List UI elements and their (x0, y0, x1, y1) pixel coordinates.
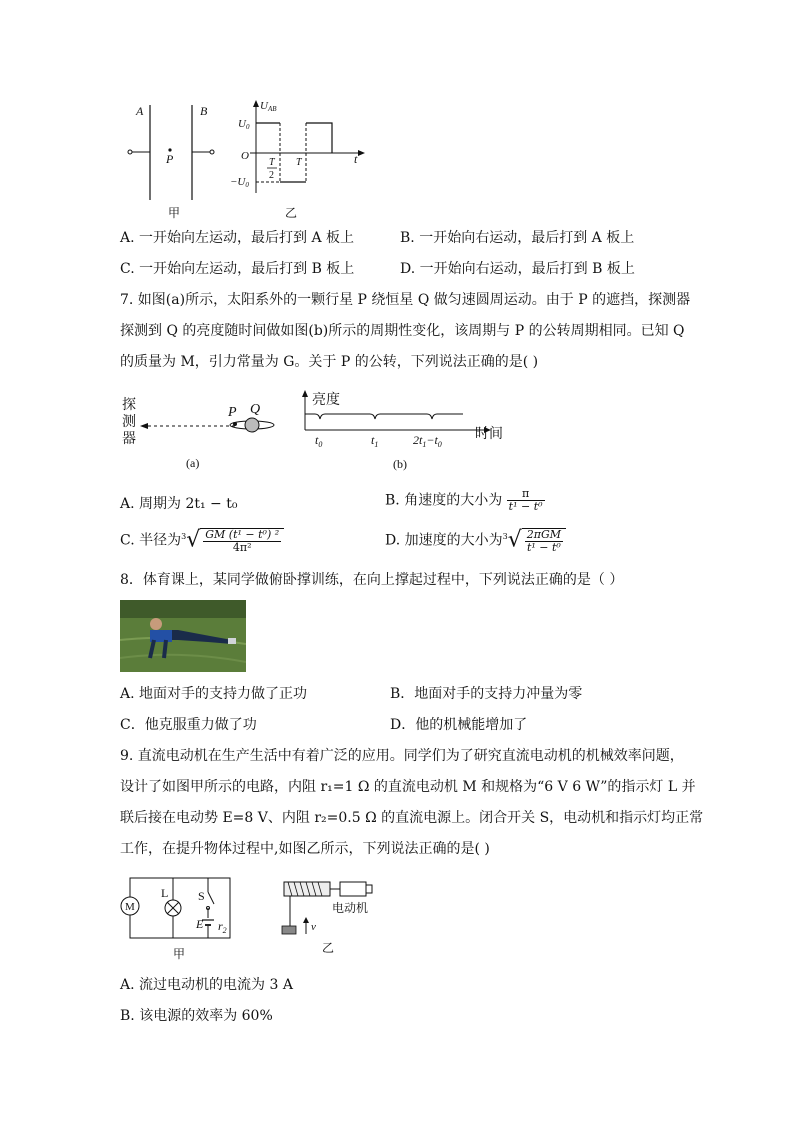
caption-jia: 甲 (168, 206, 181, 220)
q9-motor-figure (278, 872, 398, 962)
half-t-den: 2 (269, 170, 274, 181)
q7-option-b-fraction (507, 488, 545, 513)
q8-option-b: B．地面对手的支持力冲量为零 (390, 686, 583, 702)
q7-option-d-num: 2πGM (526, 527, 562, 541)
q6-figure (120, 95, 380, 225)
t1-label: $t_1$ (371, 433, 379, 449)
q9-text-line2: 设计了如图甲所示的电路，内阻 r₁=1 Ω 的直流电动机 M 和规格为“6 V 6 W”的指示灯 L 并 (120, 779, 696, 795)
brightness-label: 亮度 (312, 393, 340, 408)
motor-m-label: M (125, 901, 135, 913)
q9-text-line1: 9. 直流电动机在生产生活中有着广泛的应用。同学们为了研究直流电动机的机械效率问题， (120, 748, 684, 764)
q9-circuit-figure (118, 872, 248, 962)
q7-option-b-num: π (507, 488, 545, 501)
q6-option-c: C. 一开始向左运动，最后打到 B 板上 (120, 261, 355, 277)
motor-caption-yi: 乙 (322, 941, 335, 955)
q9-option-a: A. 流过电动机的电流为 3 A (120, 977, 293, 993)
q7-option-d-root-index: 3 (502, 532, 508, 541)
q7-text-line2: 探测到 Q 的亮度随时间做如图(b)所示的周期性变化，该周期与 P 的公转周期相同。已知 Q (120, 323, 685, 339)
plate-a-label: A (136, 104, 144, 118)
switch-s-label: S (198, 889, 205, 903)
detector-char-3: 器 (122, 432, 136, 447)
q9-text-line3: 联后接在电动势 E=8 V、内阻 r₂=0.5 Ω 的直流电源上。闭合开关 S，电动机和指示灯均正常 (120, 810, 704, 826)
q7-option-a: A. 周期为 2t₁ − t₀ (120, 496, 238, 512)
q9-option-b: B. 该电源的效率为 60% (120, 1008, 273, 1024)
t0-label: $t_0$ (315, 433, 323, 449)
caption-yi: 乙 (285, 206, 298, 220)
q7-option-c: C. 半径为$^3$√ $\frac{\text{GM (t¹ − t⁰) ²}}{\text{4π²}}$ (120, 527, 284, 554)
star-q-label: Q (250, 402, 261, 417)
q7-option-c-root-index: 3 (181, 532, 187, 541)
q8-option-c: C．他克服重力做了功 (120, 717, 257, 733)
t-axis-label: t (354, 152, 358, 166)
q7-option-d-prefix: D. 加速度的大小为 (385, 532, 503, 549)
q7-option-b (385, 488, 545, 513)
planet-p-label: P (228, 405, 237, 420)
q7-option-c-num: GM (t¹ − t⁰) ² (205, 527, 280, 541)
q6-option-d: D. 一开始向右运动，最后打到 B 板上 (400, 261, 635, 277)
u0-label: U0 (238, 118, 250, 131)
q7-figure-a (118, 392, 288, 472)
plate-b-label: B (200, 104, 208, 118)
pushup-photo (120, 600, 246, 672)
motor-label: 电动机 (332, 901, 369, 915)
q7-option-b-prefix: B. 角速度的大小为 (385, 492, 503, 509)
q7-option-c-prefix: C. 半径为 (120, 532, 182, 549)
q7-option-c-fraction (203, 529, 281, 554)
velocity-v-label: v (311, 921, 316, 933)
q7-option-c-den: 4π² (232, 540, 252, 554)
q7-option-d-den: t¹ − t⁰ (526, 540, 561, 554)
point-p-label: P (166, 152, 174, 166)
full-t-label: T (296, 157, 302, 168)
q7-text-line1: 7. 如图(a)所示，太阳系外的一颗行星 P 绕恒星 Q 做匀速圆周运动。由于 P 的遮挡，探测器 (120, 292, 691, 308)
q9-text-line4: 工作，在提升物体过程中,如图乙所示，下列说法正确的是( ) (120, 841, 490, 857)
origin-label: O (241, 150, 249, 162)
q8-text-line1: 8．体育课上，某同学做俯卧撑训练，在向上撑起过程中，下列说法正确的是（ ） (120, 572, 624, 588)
detector-char-1: 探 (122, 398, 136, 413)
q7-option-d-fraction (525, 529, 563, 554)
q7-option-b-den: t¹ − t⁰ (508, 500, 543, 513)
q8-option-a: A. 地面对手的支持力做了正功 (120, 686, 308, 702)
axis-u-label: UAB (260, 100, 277, 113)
neg-u0-label: −U0 (230, 176, 249, 189)
q6-option-b: B. 一开始向右运动，最后打到 A 板上 (400, 230, 635, 246)
lamp-l-label: L (161, 886, 169, 900)
emf-e-label: E (196, 917, 204, 931)
q7-option-d: D. 加速度的大小为$^3$√ $\frac{\text{2πGM}}{\text{t¹ − t⁰}}$ (385, 527, 566, 554)
q8-option-d: D．他的机械能增加了 (390, 717, 528, 733)
q7-text-line3: 的质量为 M，引力常量为 G。关于 P 的公转，下列说法正确的是( ) (120, 354, 539, 370)
t2-label: $2t_1-t_0$ (413, 433, 442, 449)
half-t-num: T (269, 157, 275, 168)
q7-figure-b (295, 388, 515, 472)
fig-a-caption: (a) (186, 456, 200, 470)
r2-label: $r_2$ (218, 919, 227, 935)
circuit-caption-jia: 甲 (173, 947, 186, 961)
detector-char-2: 测 (122, 415, 136, 430)
time-label: 时间 (475, 427, 503, 442)
fig-b-caption: (b) (393, 457, 407, 471)
q6-option-a: A. 一开始向左运动，最后打到 A 板上 (120, 230, 355, 246)
